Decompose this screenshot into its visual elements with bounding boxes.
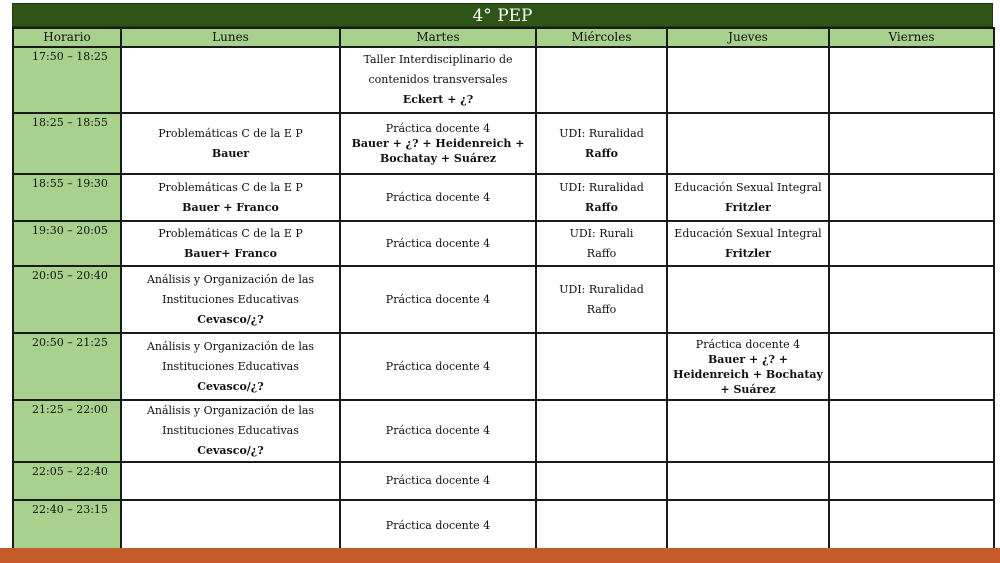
subject: Práctica docente 4 (385, 519, 491, 532)
cell-viernes (829, 500, 994, 552)
subject: Problemáticas C de la E P (158, 226, 303, 240)
header-horario: Horario (13, 28, 121, 47)
teacher: Bauer + ¿? + Heidenreich + Bochatay + Suárez (351, 137, 525, 165)
cell-viernes (829, 462, 994, 500)
cell-miercoles (536, 500, 667, 552)
cell-lunes (121, 47, 340, 113)
cell-jueves (667, 333, 829, 400)
cell-martes (340, 266, 536, 333)
header-lunes: Lunes (121, 28, 340, 47)
teacher: Raffo (585, 200, 618, 214)
cell-jueves (667, 47, 829, 113)
subject: Problemáticas C de la E P (158, 126, 303, 140)
subject: UDI: Ruralidad (559, 180, 644, 194)
cell-jueves (667, 462, 829, 500)
teacher: Bauer (211, 146, 250, 160)
cell-lunes (121, 221, 340, 266)
cell-martes (340, 500, 536, 552)
subject: Análisis y Organización de las Instituciones Educativas (146, 272, 315, 306)
time-cell: 20:05 – 20:40 (13, 266, 121, 333)
cell-martes (340, 400, 536, 462)
cell-miercoles (536, 400, 667, 462)
subject: UDI: Ruralidad (559, 126, 644, 140)
cell-jueves (667, 266, 829, 333)
cell-jueves (667, 113, 829, 174)
subject: Análisis y Organización de las Instituciones Educativas (146, 404, 315, 437)
cell-miercoles (536, 462, 667, 500)
cell-lunes (121, 174, 340, 221)
bottom-accent-bar (0, 548, 1000, 563)
cell-lunes (121, 266, 340, 333)
table-row (13, 400, 994, 462)
subject-line-2: Raffo (586, 302, 617, 316)
cell-viernes (829, 113, 994, 174)
table-row (13, 333, 994, 400)
header-viernes: Viernes (829, 28, 994, 47)
time-cell: 18:25 – 18:55 (13, 113, 121, 174)
schedule-table (12, 27, 995, 553)
cell-lunes (121, 113, 340, 174)
cell-jueves (667, 174, 829, 221)
cell-miercoles (536, 266, 667, 333)
time-cell: 19:30 – 20:05 (13, 221, 121, 266)
cell-viernes (829, 47, 994, 113)
page-title: 4° PEP (12, 3, 993, 27)
teacher: Raffo (585, 146, 618, 160)
subject: Práctica docente 4 (385, 424, 491, 437)
table-row (13, 500, 994, 552)
cell-lunes (121, 462, 340, 500)
subject: Taller Interdisciplinario de contenidos transversales (363, 53, 513, 86)
cell-miercoles (536, 174, 667, 221)
subject-line-2: Raffo (586, 246, 617, 260)
subject: Práctica docente 4 (385, 474, 491, 487)
cell-martes (340, 462, 536, 500)
cell-miercoles (536, 221, 667, 266)
cell-lunes (121, 333, 340, 400)
cell-viernes (829, 400, 994, 462)
cell-martes (340, 174, 536, 221)
cell-lunes (121, 400, 340, 462)
header-row (13, 28, 994, 47)
teacher: Fritzler (725, 246, 771, 260)
subject: Práctica docente 4 (385, 292, 491, 306)
cell-martes (340, 47, 536, 113)
subject: UDI: Rurali (569, 226, 634, 240)
header-miercoles: Miércoles (536, 28, 667, 47)
cell-martes (340, 333, 536, 400)
teacher: Bauer+ Franco (184, 246, 277, 260)
cell-miercoles (536, 47, 667, 113)
cell-martes (340, 113, 536, 174)
cell-jueves (667, 221, 829, 266)
table-row (13, 221, 994, 266)
cell-miercoles (536, 113, 667, 174)
teacher: Eckert + ¿? (402, 93, 474, 106)
cell-jueves (667, 400, 829, 462)
subject: Práctica docente 4 (385, 359, 491, 373)
header-martes: Martes (340, 28, 536, 47)
teacher: Fritzler (725, 200, 771, 214)
subject: Práctica docente 4 (385, 190, 491, 204)
subject: Análisis y Organización de las Instituciones Educativas (146, 339, 315, 373)
table-row (13, 462, 994, 500)
cell-miercoles (536, 333, 667, 400)
time-cell: 22:40 – 23:15 (13, 500, 121, 552)
cell-viernes (829, 221, 994, 266)
teacher: Bauer + Franco (182, 200, 279, 214)
time-cell: 18:55 – 19:30 (13, 174, 121, 221)
time-cell: 20:50 – 21:25 (13, 333, 121, 400)
cell-viernes (829, 333, 994, 400)
subject: Práctica docente 4 (695, 337, 801, 351)
subject: Educación Sexual Integral (674, 180, 822, 194)
table-row (13, 266, 994, 333)
time-cell: 21:25 – 22:00 (13, 400, 121, 462)
teacher: Cevasco/¿? (197, 379, 264, 393)
subject: UDI: Ruralidad (559, 282, 644, 296)
subject: Práctica docente 4 (385, 122, 491, 135)
cell-martes (340, 221, 536, 266)
teacher: Cevasco/¿? (197, 312, 264, 326)
header-jueves: Jueves (667, 28, 829, 47)
cell-lunes (121, 500, 340, 552)
cell-viernes (829, 266, 994, 333)
subject: Problemáticas C de la E P (158, 180, 303, 194)
teacher: Bauer + ¿? + Heidenreich + Bochatay + Suárez (673, 352, 823, 396)
subject: Educación Sexual Integral (674, 226, 822, 240)
time-cell: 17:50 – 18:25 (13, 47, 121, 113)
time-cell: 22:05 – 22:40 (13, 462, 121, 500)
table-row (13, 47, 994, 113)
teacher: Cevasco/¿? (197, 444, 264, 457)
subject: Práctica docente 4 (385, 236, 491, 250)
table-row (13, 113, 994, 174)
cell-viernes (829, 174, 994, 221)
cell-jueves (667, 500, 829, 552)
table-row (13, 174, 994, 221)
